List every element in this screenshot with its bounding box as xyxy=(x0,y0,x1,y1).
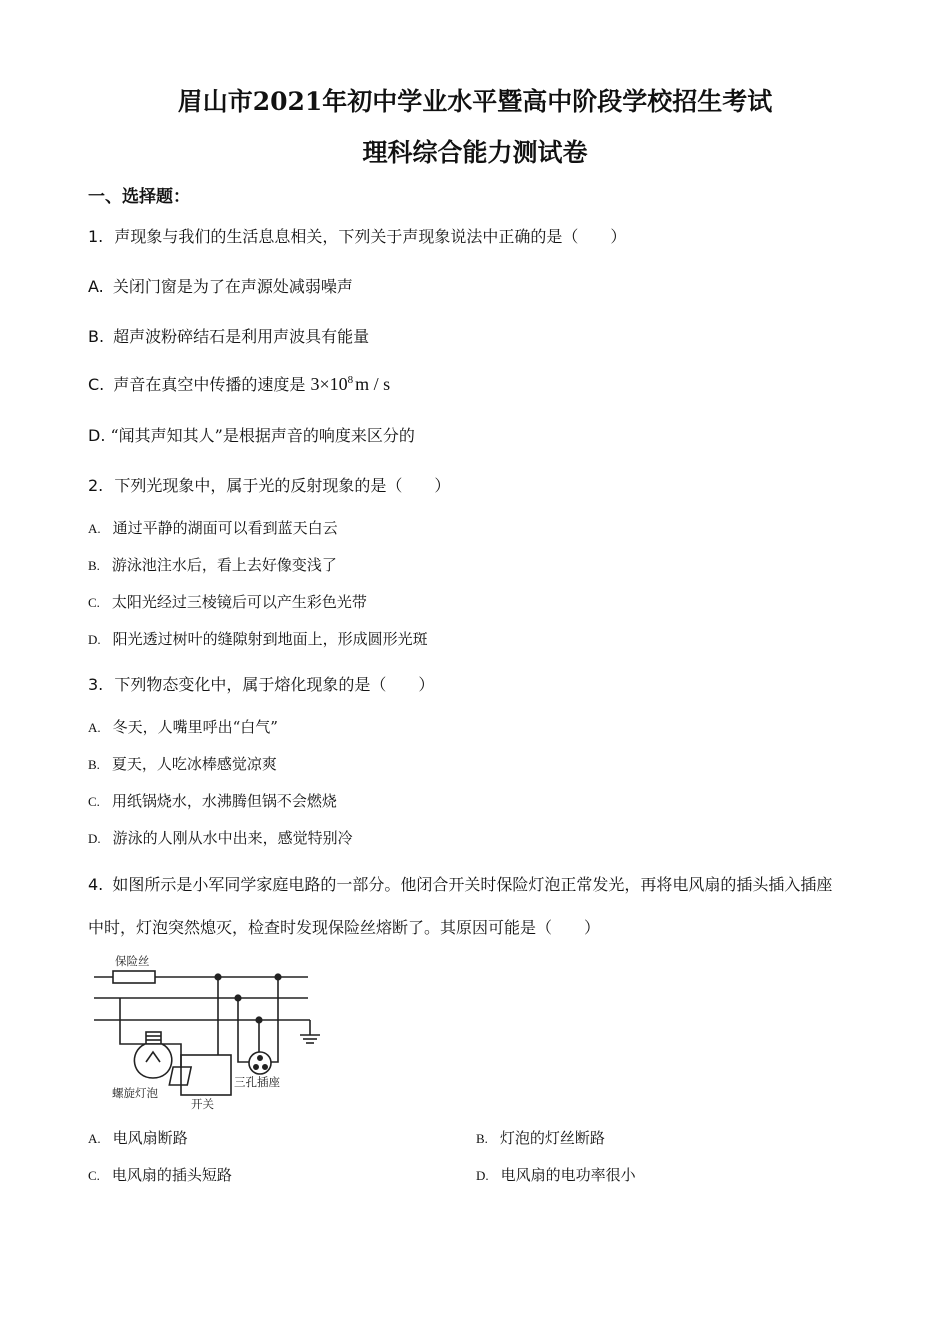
socket-label: 三孔插座 xyxy=(234,1075,280,1089)
socket-neutral-wire xyxy=(238,998,250,1062)
q4-option-d xyxy=(476,1164,636,1185)
option-label: B. xyxy=(88,558,100,573)
bulb-branch-wire xyxy=(120,998,148,1044)
option-text: 用纸锅烧水，水沸腾但锅不会燃烧 xyxy=(111,792,337,810)
option-label: C. xyxy=(88,375,105,394)
q2-option-a xyxy=(88,517,338,538)
q3-option-b xyxy=(88,753,277,774)
question-number: 3. xyxy=(88,675,104,694)
option-label: B. xyxy=(88,327,105,346)
question-1 xyxy=(88,224,626,247)
formula-exponent: 8 xyxy=(347,374,354,386)
bulb-label: 螺旋灯泡 xyxy=(112,1086,158,1100)
option-text: 太阳光经过三棱镜后可以产生彩色光带 xyxy=(111,593,367,611)
switch-box xyxy=(181,1055,231,1095)
option-text: 冬天，人嘴里呼出“白气” xyxy=(112,718,278,736)
option-label: D. xyxy=(88,426,106,445)
option-label: D. xyxy=(88,831,101,846)
option-text: 灯泡的灯丝断路 xyxy=(499,1129,605,1147)
option-text: 关闭门窗是为了在声源处减弱噪声 xyxy=(112,277,353,296)
section-heading: 一、选择题： xyxy=(88,187,190,207)
option-label: D. xyxy=(88,632,101,647)
formula-base: 3×10 xyxy=(310,374,348,394)
option-text: 超声波粉碎结石是利用声波具有能量 xyxy=(113,327,370,346)
question-3 xyxy=(88,672,434,695)
option-text: 夏天，人吃冰棒感觉凉爽 xyxy=(111,755,277,773)
switch-label: 开关 xyxy=(191,1097,214,1111)
q1-option-b xyxy=(88,324,369,347)
q4-option-c xyxy=(88,1164,232,1185)
option-text: 通过平静的湖面可以看到蓝天白云 xyxy=(112,519,338,537)
q3-option-c xyxy=(88,790,337,811)
q1-option-c xyxy=(88,372,390,395)
option-label: B. xyxy=(476,1131,488,1146)
question-stem: 下列光现象中，属于光的反射现象的是（ ） xyxy=(114,476,451,495)
question-stem: 下列物态变化中，属于熔化现象的是（ ） xyxy=(114,675,435,694)
option-label: B. xyxy=(88,757,100,772)
option-label: D. xyxy=(476,1168,489,1183)
question-number: 1. xyxy=(88,227,104,246)
option-label: A. xyxy=(88,720,101,735)
question-4 xyxy=(88,872,832,895)
q2-option-d xyxy=(88,628,428,649)
option-text: 电风扇的电功率很小 xyxy=(500,1166,636,1184)
question-4-line2: 中时，灯泡突然熄灭，检查时发现保险丝熔断了。其原因可能是（ ） xyxy=(88,918,601,937)
question-number: 2. xyxy=(88,476,104,495)
question-stem: 如图所示是小军同学家庭电路的一部分。他闭合开关时保险灯泡正常发光，再将电风扇的插头插入插座 xyxy=(112,875,833,894)
option-text: 游泳池注水后，看上去好像变浅了 xyxy=(111,556,337,574)
option-text: 游泳的人刚从水中出来，感觉特别冷 xyxy=(112,829,353,847)
page-title: 眉山市2021年初中学业水平暨高中阶段学校招生考试 xyxy=(177,87,773,116)
question-2 xyxy=(88,473,450,496)
q1-option-d xyxy=(88,423,415,446)
option-label: C. xyxy=(88,1168,100,1183)
option-label: C. xyxy=(88,794,100,809)
option-text: 电风扇断路 xyxy=(112,1129,188,1147)
option-text: 声音在真空中传播的速度是 xyxy=(113,375,306,394)
fuse-label: 保险丝 xyxy=(115,954,150,968)
question-stem: 声现象与我们的生活息息相关，下列关于声现象说法中正确的是（ ） xyxy=(114,227,627,246)
q3-option-d xyxy=(88,827,353,848)
option-text: “闻其声知其人”是根据声音的响度来区分的 xyxy=(110,426,415,445)
circuit-diagram xyxy=(88,950,338,1115)
option-label: A. xyxy=(88,521,101,536)
q1-option-a xyxy=(88,274,353,297)
q4-option-a xyxy=(88,1127,188,1148)
option-text: 阳光透过树叶的缝隙射到地面上，形成圆形光斑 xyxy=(112,630,428,648)
q3-option-a xyxy=(88,716,278,737)
fuse-icon xyxy=(113,971,155,983)
bulb-icon xyxy=(134,1032,171,1078)
q2-option-c xyxy=(88,591,367,612)
formula-unit: m / s xyxy=(355,374,391,394)
option-label: C. xyxy=(88,595,100,610)
speed-formula xyxy=(310,374,390,394)
question-number: 4. xyxy=(88,875,104,894)
option-label: A. xyxy=(88,277,104,296)
option-label: A. xyxy=(88,1131,101,1146)
q2-option-b xyxy=(88,554,337,575)
page-subtitle: 理科综合能力测试卷 xyxy=(362,138,588,167)
option-text: 电风扇的插头短路 xyxy=(111,1166,232,1184)
q4-option-b xyxy=(476,1127,605,1148)
